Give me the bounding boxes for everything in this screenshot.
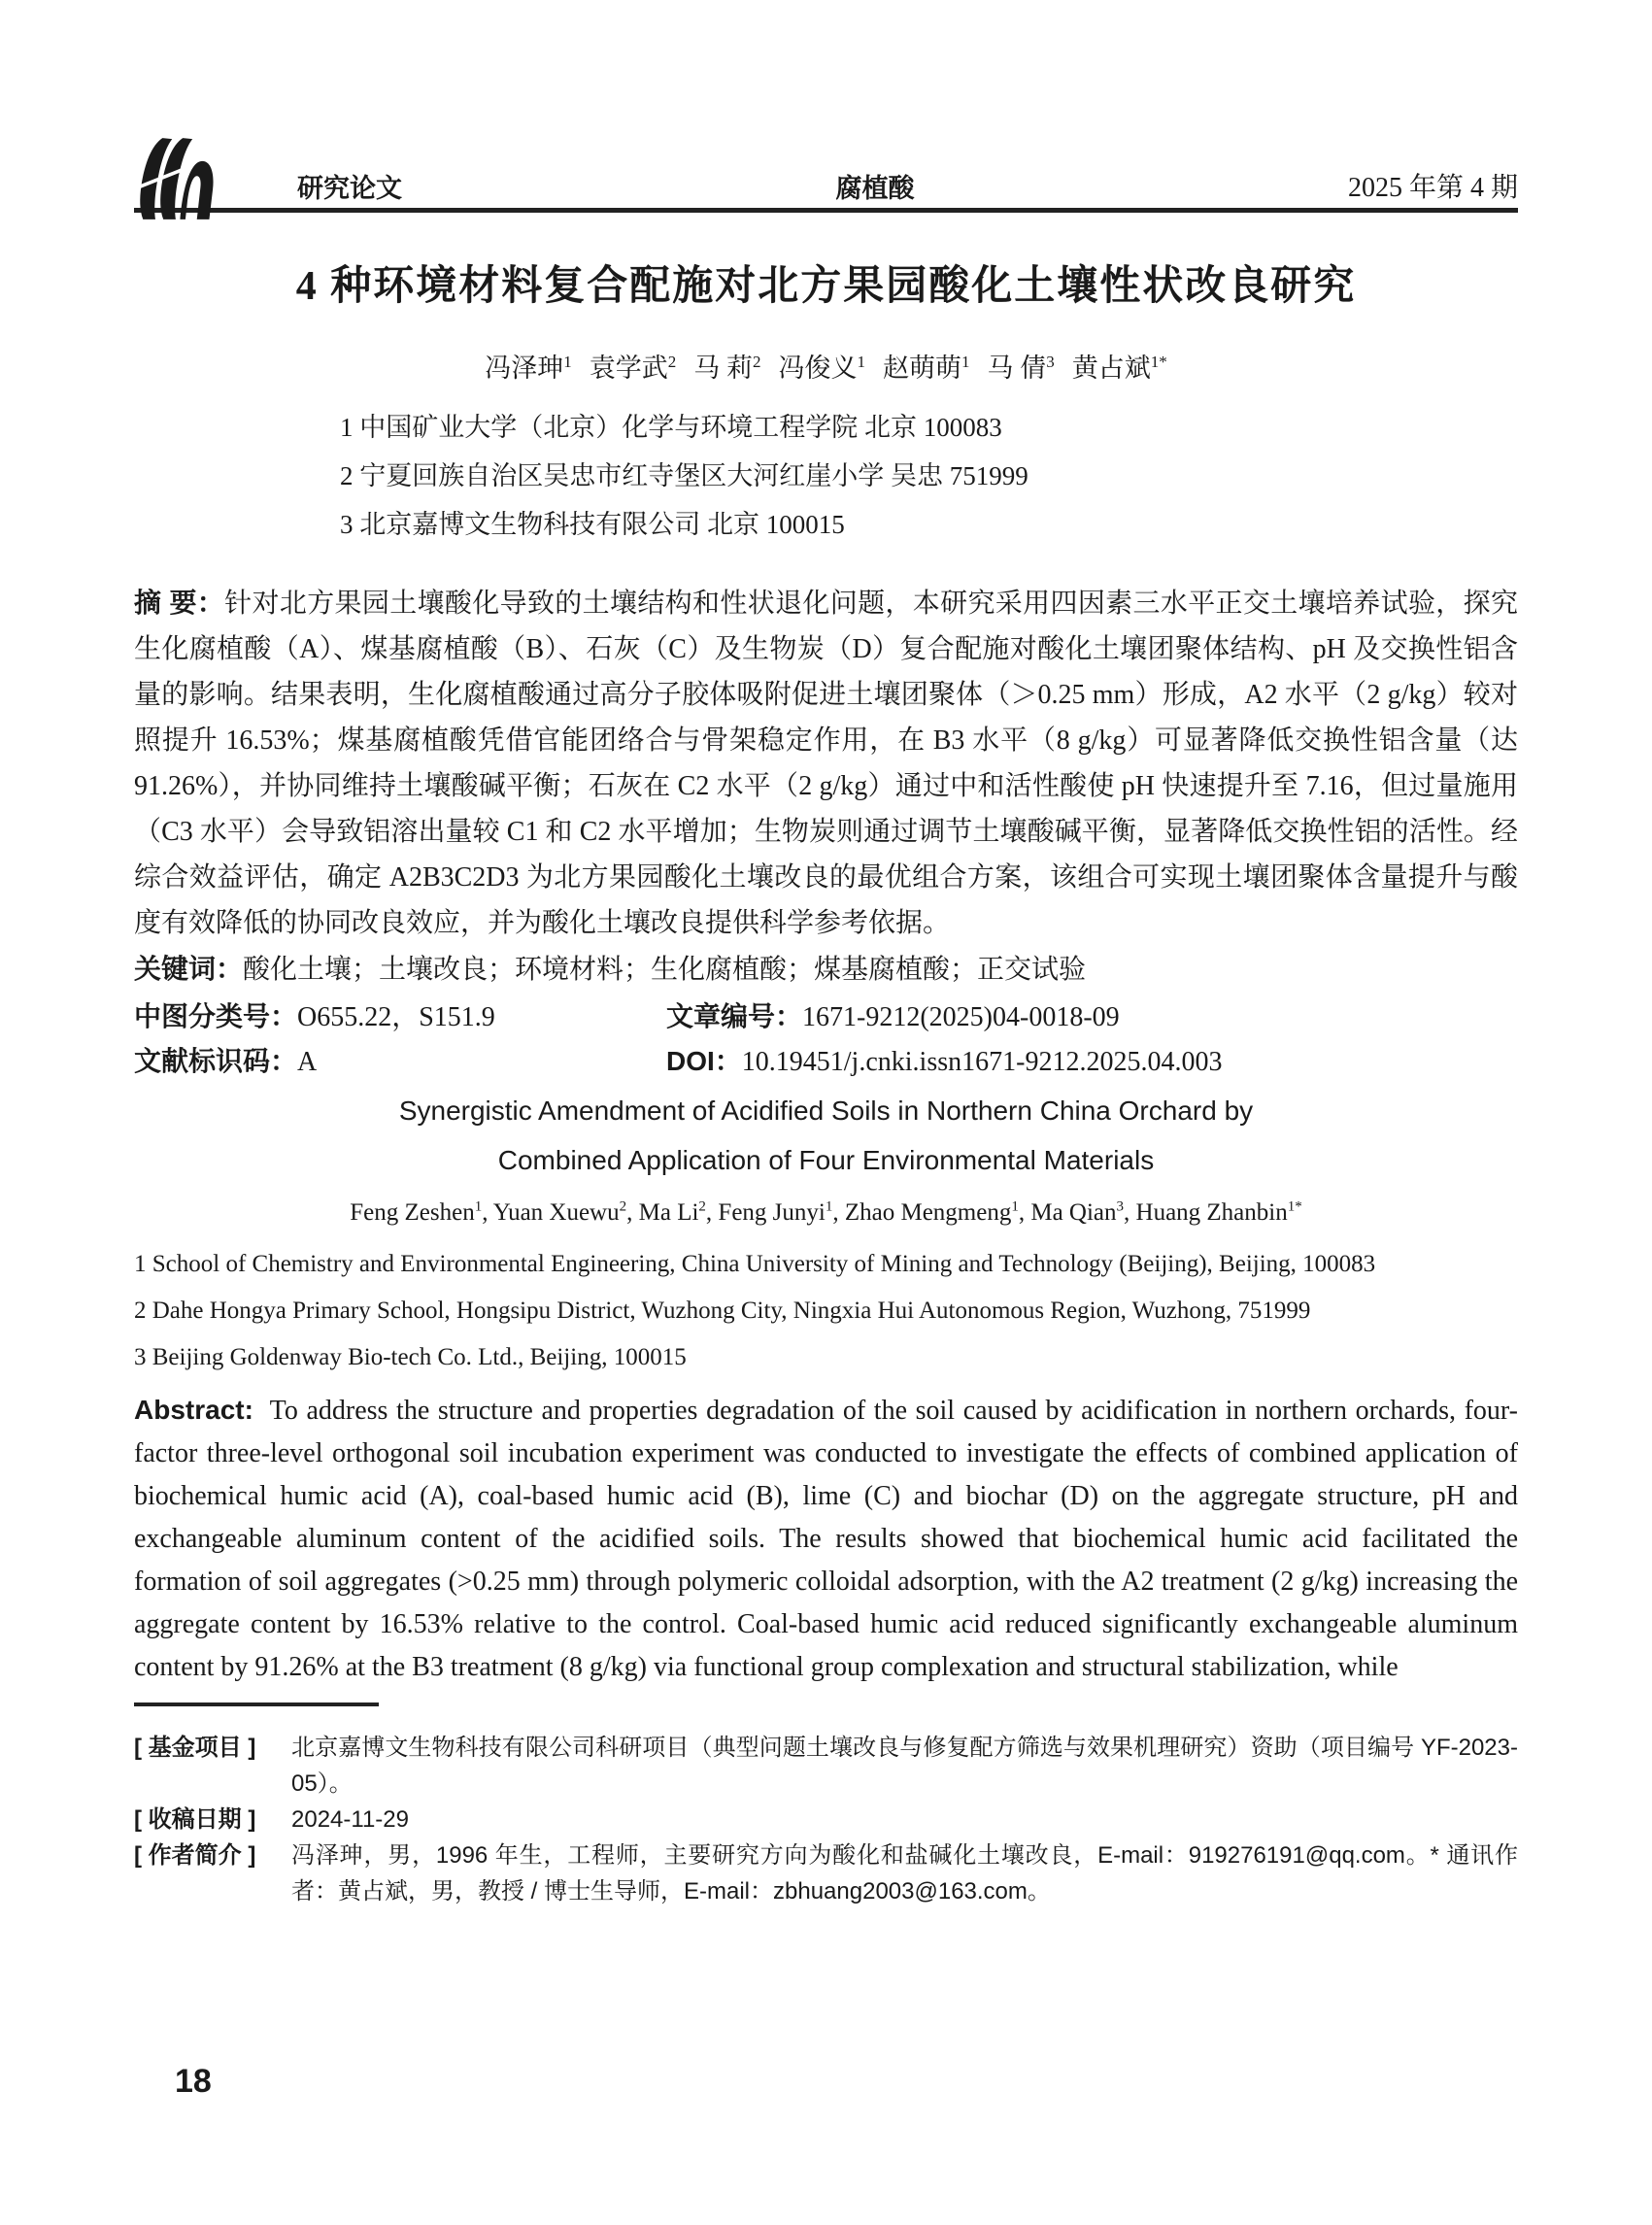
article-id-value: 1671-9212(2025)04-0018-09 — [802, 1002, 1120, 1032]
keywords-cn-label: 关键词： — [134, 954, 244, 984]
footnote-label: [ 收稿日期 ] — [134, 1806, 256, 1834]
author-affiliation-sup: 1 — [961, 353, 970, 371]
author — [1136, 1199, 1302, 1226]
author-name: 黄占斌 — [1071, 354, 1151, 383]
author-name: Feng Junyi — [718, 1199, 826, 1227]
author-separator: , — [705, 1199, 719, 1227]
footnote-text: 冯泽珅，男，1996 年生，工程师，主要研究方向为酸化和盐碱化土壤改良，E-mail：919276191@qq.com。* 通讯作者：黄占斌，男，教授 / 博士生导师，E-mail：zbhuang2003@163.com。 — [291, 1842, 1518, 1905]
article-meta — [134, 995, 1518, 1084]
author — [350, 1199, 493, 1226]
page-header — [134, 146, 1518, 213]
article-title-en-line1: Synergistic Amendment of Acidified Soils in Northern China Orchard by — [398, 1096, 1254, 1126]
clc-number-label: 中图分类号： — [134, 1001, 298, 1031]
affiliations-cn — [340, 403, 1518, 549]
page-content — [0, 146, 1652, 1909]
author — [988, 354, 1055, 383]
author-affiliation-sup: 2 — [753, 353, 761, 371]
author — [639, 1199, 719, 1226]
footnote-text: 北京嘉博文生物科技有限公司科研项目（典型问题土壤改良与修复配方筛选与效果机理研究）资助（项目编号 YF-2023-05）。 — [291, 1735, 1518, 1798]
doi-label: DOI： — [666, 1046, 742, 1076]
author — [718, 1199, 844, 1226]
footnote-text: 2024-11-29 — [291, 1806, 409, 1834]
affiliation-line: 1 School of Chemistry and Environmental Engineering, China University of Mining and Technology (Beijing), Beijing, 100083 — [134, 1251, 1376, 1278]
header-journal-name: 腐植酸 — [835, 174, 915, 203]
clc-number-value: O655.22，S151.9 — [297, 1002, 495, 1032]
document-code-label: 文献标识码： — [134, 1046, 298, 1076]
affiliation-line: 3 Beijing Goldenway Bio-tech Co. Ltd., Beijing, 100015 — [134, 1344, 687, 1371]
author-affiliation-sup: 2 — [698, 1199, 706, 1215]
abstract-en-text: To address the structure and properties degradation of the soil caused by acidification in northern orchards, four-factor three-level orthogonal soil incubation experiment was conducted to investigate the effects of combined application of biochemical humic acid (A), coal-based humic acid (B), lime (C) and biochar (D) on the aggregate structure, pH and exchangeable aluminum content of the acidified soils. The results showed that biochemical humic acid facilitated the formation of soil aggregates (>0.25 mm) through polymeric colloidal adsorption, with the A2 treatment (2 g/kg) increasing the aggregate content by 16.53% relative to the control. Coal-based humic acid reduced significantly exchangeable aluminum content by 91.26% at the B3 treatment (8 g/kg) via functional group complexation and structural stabilization, while — [134, 1396, 1519, 1683]
author-name: Zhao Mengmeng — [844, 1199, 1012, 1227]
author-affiliation-sup: 1 — [825, 1199, 833, 1215]
author-affiliation-sup: 3 — [1046, 353, 1055, 371]
author-name: Ma Qian — [1030, 1199, 1117, 1227]
document-code-value: A — [297, 1047, 318, 1077]
document-code — [134, 1039, 666, 1084]
article-title-en-line2: Combined Application of Four Environmental Materials — [497, 1145, 1155, 1175]
author-name: 冯俊义 — [778, 354, 858, 383]
author-name: 袁学武 — [589, 354, 668, 383]
affiliations-en — [134, 1241, 1518, 1381]
author — [1072, 354, 1167, 383]
abstract-cn-label: 摘 要： — [134, 588, 225, 618]
abstract-cn — [134, 580, 1518, 946]
page-number: 18 — [175, 2063, 212, 2100]
author-name: Feng Zeshen — [350, 1199, 475, 1227]
author — [845, 1199, 1030, 1226]
footnote-row — [134, 1730, 1518, 1802]
author — [485, 354, 572, 383]
doi — [666, 1039, 1518, 1084]
article-title-cn: 4 种环境材料复合配施对北方果园酸化土壤性状改良研究 — [295, 264, 1357, 309]
author — [693, 354, 760, 383]
author-separator: , — [626, 1199, 639, 1227]
affiliation-line: 3 北京嘉博文生物科技有限公司 北京 100015 — [340, 510, 845, 539]
author — [883, 354, 970, 383]
footnote-divider — [134, 1702, 379, 1706]
journal-logo-icon — [136, 134, 214, 223]
author — [1030, 1199, 1135, 1226]
author-name: 马 倩 — [987, 354, 1047, 383]
author-name: 马 莉 — [693, 354, 753, 383]
article-id — [666, 995, 1518, 1039]
author-affiliation-sup: 1* — [1287, 1199, 1302, 1215]
footnote-row — [134, 1837, 1518, 1909]
author-name: Ma Li — [638, 1199, 699, 1227]
header-issue-label: 2025 年第 4 期 — [1347, 173, 1518, 203]
author-affiliation-sup: 1 — [857, 353, 865, 371]
header-section-label: 研究论文 — [297, 174, 402, 203]
authors-en — [134, 1187, 1518, 1233]
author-affiliation-sup: 1 — [563, 353, 572, 371]
article-id-label: 文章编号： — [666, 1001, 803, 1031]
footnote-label: [ 基金项目 ] — [134, 1735, 256, 1762]
author — [779, 354, 866, 383]
author — [493, 1199, 639, 1226]
affiliation-line: 1 中国矿业大学（北京）化学与环境工程学院 北京 100083 — [340, 413, 1002, 442]
footnotes — [134, 1730, 1518, 1909]
keywords-cn-text: 酸化土壤；土壤改良；环境材料；生化腐植酸；煤基腐植酸；正交试验 — [243, 955, 1087, 985]
abstract-en-label: Abstract: — [134, 1395, 253, 1426]
author-affiliation-sup: 1 — [1011, 1199, 1019, 1215]
abstract-cn-text: 针对北方果园土壤酸化导致的土壤结构和性状退化问题，本研究采用四因素三水平正交土壤培养试验，探究生化腐植酸（A）、煤基腐植酸（B）、石灰（C）及生物炭（D）复合配施对酸化土壤团聚体结构、pH 及交换性铝含量的影响。结果表明，生化腐植酸通过高分子胶体吸附促进土壤团聚体（＞0.25 mm）形成，A2 水平（2 g/kg）较对照提升 16.53%；煤基腐植酸凭借官能团络合与骨架稳定作用，在 B3 水平（8 g/kg）可显著降低交换性铝含量（达 91.26%），并协同维持土壤酸碱平衡；石灰在 C2 水平（2 g/kg）通过中和活性酸使 pH 快速提升至 7.16，但过量施用（C3 水平）会导致铝溶出量较 C1 和 C2 水平增加；生物炭则通过调节土壤酸碱平衡，显著降低交换性铝的活性。经综合效益评估，确定 A2B3C2D3 为北方果园酸化土壤改良的最优组合方案，该组合可实现土壤团聚体含量提升与酸度有效降低的协同改良效应，并为酸化土壤改良提供科学参考依据。 — [134, 589, 1518, 938]
author — [590, 354, 677, 383]
author-separator: , — [1124, 1199, 1136, 1227]
author-affiliation-sup: 1* — [1150, 353, 1167, 371]
author-separator: , — [1018, 1199, 1031, 1227]
author-affiliation-sup: 2 — [667, 353, 677, 371]
author-separator: , — [832, 1199, 845, 1227]
doi-value: 10.19451/j.cnki.issn1671-9212.2025.04.003 — [741, 1047, 1223, 1077]
author-name: Yuan Xuewu — [492, 1199, 620, 1227]
author-name: 赵萌萌 — [883, 354, 961, 383]
article-title-en — [134, 1086, 1518, 1185]
author-separator: , — [482, 1199, 493, 1227]
author-name: 冯泽珅 — [485, 354, 564, 383]
author-name: Huang Zhanbin — [1135, 1199, 1288, 1227]
abstract-en-spacer — [253, 1396, 270, 1426]
keywords-cn — [134, 946, 1518, 993]
clc-number — [134, 995, 666, 1039]
author-affiliation-sup: 2 — [619, 1199, 627, 1215]
footnote-row — [134, 1802, 1518, 1837]
affiliation-line: 2 Dahe Hongya Primary School, Hongsipu District, Wuzhong City, Ningxia Hui Autonomous Region, Wuzhong, 751999 — [134, 1298, 1311, 1325]
abstract-en — [134, 1389, 1518, 1689]
author-affiliation-sup: 3 — [1116, 1199, 1125, 1215]
affiliation-line: 2 宁夏回族自治区吴忠市红寺堡区大河红崖小学 吴忠 751999 — [340, 461, 1028, 490]
authors-cn — [134, 343, 1518, 388]
footnote-label: [ 作者简介 ] — [134, 1842, 256, 1870]
author-affiliation-sup: 1 — [474, 1199, 483, 1215]
